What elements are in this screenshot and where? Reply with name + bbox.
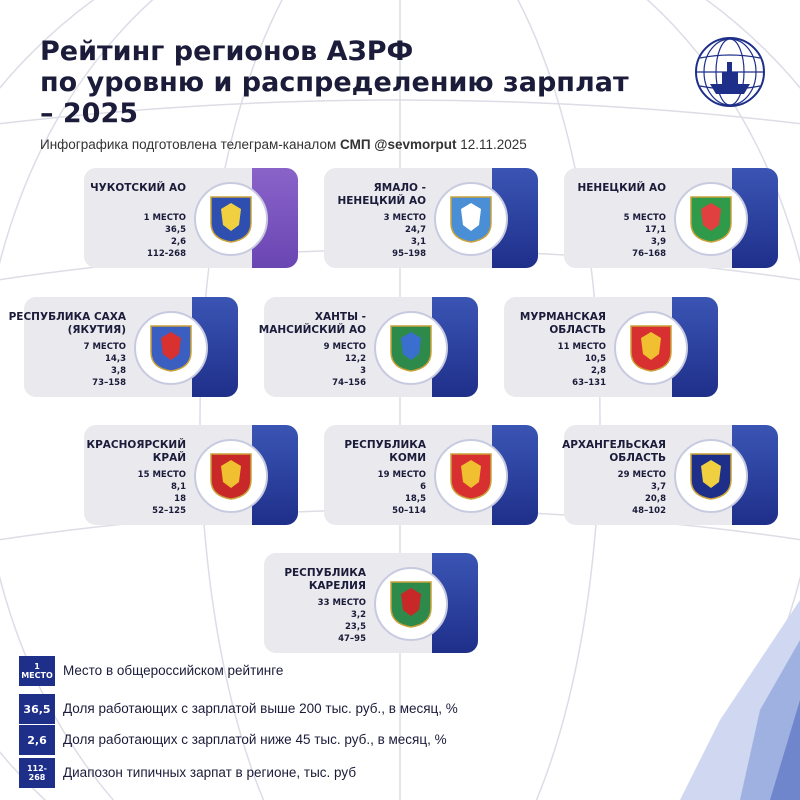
region-stat-low: 3 <box>360 366 366 376</box>
region-name <box>87 439 186 465</box>
region-name-line: РЕСПУБЛИКА <box>344 439 426 451</box>
region-stat-high: 12,2 <box>345 354 366 364</box>
region-stat-place: 15 МЕСТО <box>137 470 186 480</box>
region-name-line: ХАНТЫ - <box>314 311 366 323</box>
murmansk-emblem-icon <box>614 311 688 385</box>
komi-emblem-icon <box>434 439 508 513</box>
region-stats <box>378 469 426 517</box>
region-stat-place: 29 МЕСТО <box>617 470 666 480</box>
nenets-emblem-icon <box>674 182 748 256</box>
region-name <box>344 439 426 465</box>
region-stat-high: 8,1 <box>170 482 186 492</box>
region-stat-low: 20,8 <box>645 494 666 504</box>
region-stat-range: 47–95 <box>338 634 366 644</box>
region-stat-place: 9 МЕСТО <box>323 342 366 352</box>
region-stats <box>618 469 666 517</box>
region-stats <box>624 212 666 260</box>
region-name <box>562 439 666 465</box>
region-name-line: ЧУКОТСКИЙ АО <box>90 182 186 194</box>
region-name-line: НЕНЕЦКИЙ АО <box>337 195 426 207</box>
polygon-decoration <box>680 600 800 800</box>
region-card-arkhangelsk <box>564 425 778 525</box>
legend-badge-range <box>19 758 55 788</box>
region-stat-range: 95–198 <box>392 249 426 259</box>
region-name-line: ЯМАЛО - <box>373 182 426 194</box>
region-stat-range: 74–156 <box>332 378 366 388</box>
region-card-nenets <box>564 168 778 268</box>
khanty-emblem-icon <box>374 311 448 385</box>
region-stat-low: 3,1 <box>410 237 426 247</box>
region-stat-high: 10,5 <box>585 354 606 364</box>
region-stat-low: 23,5 <box>345 622 366 632</box>
legend-badge-rank-num: 1 <box>34 662 40 671</box>
region-stat-place: 3 МЕСТО <box>383 213 426 223</box>
region-stats <box>318 597 366 645</box>
region-name <box>577 182 666 195</box>
region-name-line: КОМИ <box>389 452 426 464</box>
legend-badge-rank-word: МЕСТО <box>21 671 53 680</box>
region-card-komi <box>324 425 538 525</box>
region-name-line: МУРМАНСКАЯ <box>519 311 606 323</box>
region-card-khanty <box>258 297 478 397</box>
legend-text-high: Доля работающих с зарплатой выше 200 тыс. руб., в месяц, % <box>63 701 458 716</box>
region-name-line: КРАСНОЯРСКИЙ <box>86 439 186 451</box>
subtitle-date: 12.11.2025 <box>460 137 527 152</box>
region-stat-high: 6 <box>420 482 426 492</box>
region-stat-high: 24,7 <box>405 225 426 235</box>
karelia-emblem-icon <box>374 567 448 641</box>
legend-text-range: Диапозон типичных зарпат в регионе, тыс. руб <box>63 765 357 780</box>
region-stat-high: 14,3 <box>105 354 126 364</box>
region-card-krasnoyarsk <box>84 425 298 525</box>
region-name <box>9 311 126 337</box>
legend-badge-range-top: 112- <box>26 764 48 773</box>
region-name-line: РЕСПУБЛИКА <box>284 567 366 579</box>
region-stat-low: 18 <box>174 494 186 504</box>
arkhangelsk-emblem-icon <box>674 439 748 513</box>
region-stat-high: 3,7 <box>650 482 666 492</box>
legend-badge-rank <box>19 656 55 686</box>
region-stat-range: 48–102 <box>632 506 666 516</box>
region-stat-place: 19 МЕСТО <box>377 470 426 480</box>
region-stat-range: 63–131 <box>572 378 606 388</box>
legend-badge-range-bottom: 268 <box>28 773 46 782</box>
region-name-line: ОБЛАСТЬ <box>609 452 666 464</box>
region-stats <box>144 212 186 260</box>
region-stat-range: 50–114 <box>392 506 426 516</box>
region-stat-high: 3,2 <box>350 610 366 620</box>
region-stat-range: 112-268 <box>146 249 186 259</box>
yamal-emblem-icon <box>434 182 508 256</box>
chukotka-emblem-icon <box>194 182 268 256</box>
region-name-line: МАНСИЙСКИЙ АО <box>258 324 366 336</box>
region-stats <box>384 212 426 260</box>
region-card-sakha <box>8 297 238 397</box>
region-stat-place: 7 МЕСТО <box>83 342 126 352</box>
page-title <box>40 36 660 129</box>
region-name-line: АРХАНГЕЛЬСКАЯ <box>562 439 666 451</box>
region-stat-place: 33 МЕСТО <box>317 598 366 608</box>
region-name <box>284 567 366 593</box>
title-line-2: по уровню и распределению зарплат <box>40 67 629 98</box>
region-stat-low: 2,8 <box>590 366 606 376</box>
region-card-murmansk <box>504 297 718 397</box>
region-name-line: КАРЕЛИЯ <box>308 580 366 592</box>
region-stat-place: 5 МЕСТО <box>623 213 666 223</box>
subtitle <box>40 137 527 152</box>
region-card-yamal <box>324 168 538 268</box>
region-stats <box>84 341 126 389</box>
title-line-1: Рейтинг регионов АЗРФ <box>40 36 414 67</box>
region-name-line: (ЯКУТИЯ) <box>67 324 126 336</box>
region-name-line: РЕСПУБЛИКА САХА <box>8 311 126 323</box>
region-stat-low: 3,9 <box>650 237 666 247</box>
region-card-karelia <box>264 553 478 653</box>
sakha-emblem-icon <box>134 311 208 385</box>
region-name-line: КРАЙ <box>152 452 186 464</box>
region-stat-place: 11 МЕСТО <box>557 342 606 352</box>
region-name-line: ОБЛАСТЬ <box>549 324 606 336</box>
region-name <box>337 182 426 208</box>
legend-badge-high: 36,5 <box>19 694 55 724</box>
region-stats <box>558 341 606 389</box>
region-stat-range: 76–168 <box>632 249 666 259</box>
region-stat-range: 52–125 <box>152 506 186 516</box>
region-stat-low: 2,6 <box>170 237 186 247</box>
region-stat-low: 3,8 <box>110 366 126 376</box>
subtitle-channel: СМП @sevmorput <box>340 137 457 152</box>
region-name <box>90 182 186 195</box>
subtitle-prefix: Инфографика подготовлена телеграм-каналом <box>40 137 337 152</box>
region-name <box>520 311 606 337</box>
region-stats <box>324 341 366 389</box>
region-name <box>259 311 366 337</box>
region-stats <box>138 469 186 517</box>
title-line-3: – 2025 <box>40 98 139 129</box>
region-stat-high: 36,5 <box>165 225 186 235</box>
region-stat-low: 18,5 <box>405 494 426 504</box>
legend-text-rank: Место в общероссийском рейтинге <box>63 663 284 678</box>
region-card-chukotka <box>84 168 298 268</box>
region-stat-range: 73–158 <box>92 378 126 388</box>
region-name-line: НЕНЕЦКИЙ АО <box>577 182 666 194</box>
krasnoyarsk-emblem-icon <box>194 439 268 513</box>
region-stat-high: 17,1 <box>645 225 666 235</box>
legend-badge-low: 2,6 <box>19 725 55 755</box>
region-stat-place: 1 МЕСТО <box>143 213 186 223</box>
legend-text-low: Доля работающих с зарплатой ниже 45 тыс. руб., в месяц, % <box>63 732 447 747</box>
globe-ship-logo-icon <box>694 36 766 108</box>
